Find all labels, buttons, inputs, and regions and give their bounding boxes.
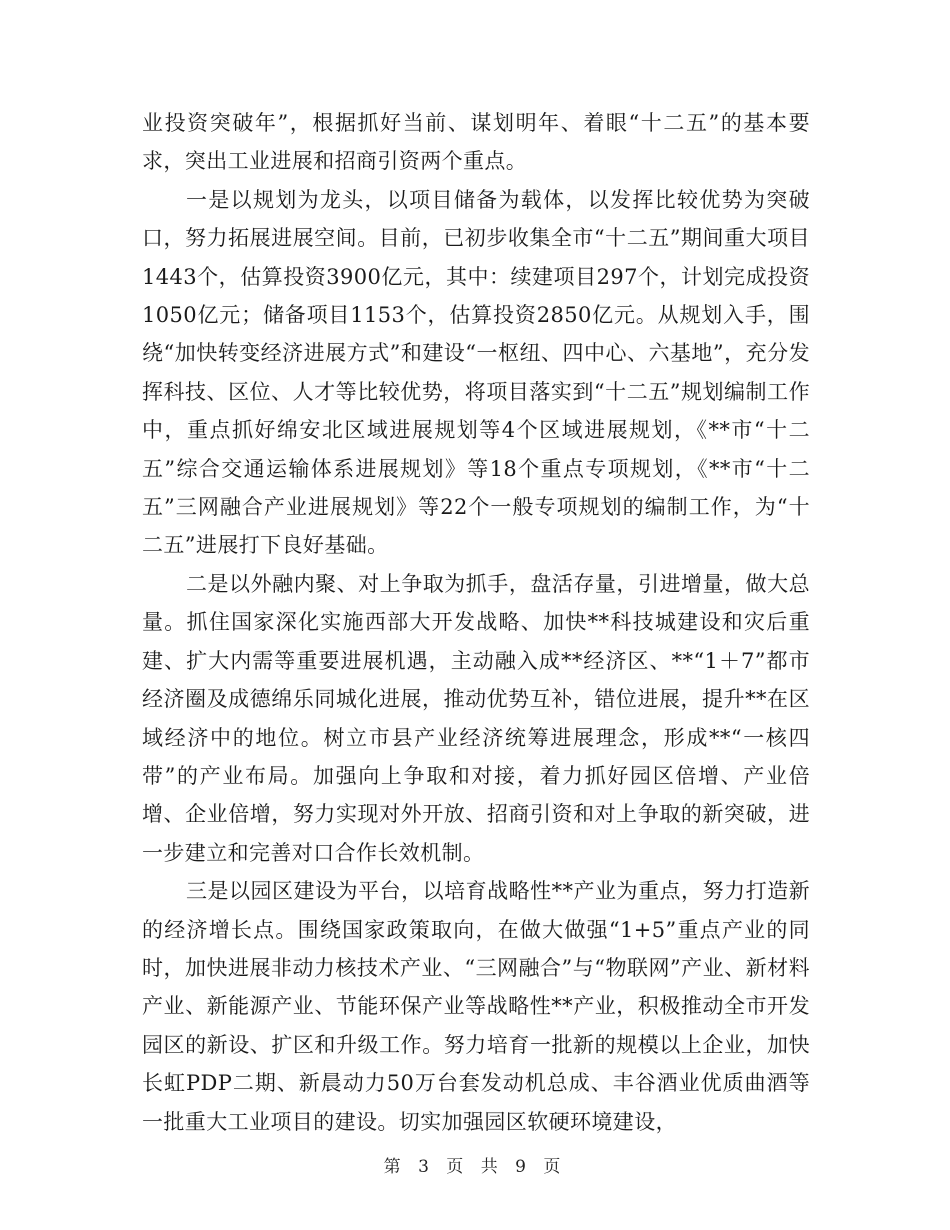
body-text [142, 104, 810, 1141]
paragraph-point-one: 一是以规划为龙头，以项目储备为载体，以发挥比较优势为突破口，努力拓展进展空间。目前，已初步收集全市“十二五”期间重大项目1443个，估算投资3900亿元，其中：续建项目297个，计划完成投资1050亿元；储备项目1153个，估算投资2850亿元。从规划入手，围绕“加快转变经济进展方式”和建设“一枢纽、四中心、六基地”，充分发挥科技、区位、人才等比较优势，将项目落实到“十二五”规划编制工作中，重点抓好绵安北区域进展规划等4个区域进展规划，《**市“十二五”综合交通运输体系进展规划》等18个重点专项规划，《**市“十二五”三网融合产业进展规划》等22个一般专项规划的编制工作，为“十二五”进展打下良好基础。 [142, 187, 811, 558]
page-number-footer: 第 3 页 共 9 页 [383, 1157, 567, 1177]
paragraph-point-two: 二是以外融内聚、对上争取为抓手，盘活存量，引进增量，做大总量。抓住国家深化实施西部大开发战略、加快**科技城建设和灾后重建、扩大内需等重要进展机遇，主动融入成**经济区、**“1＋7”都市经济圈及成德绵乐同城化进展，推动优势互补，错位进展，提升**在区域经济中的地位。树立市县产业经济统筹进展理念，形成**“一核四带”的产业布局。加强向上争取和对接，着力抓好园区倍增、产业倍增、企业倍增，努力实现对外开放、招商引资和对上争取的新突破，进一步建立和完善对口合作长效机制。 [142, 571, 810, 865]
paragraph-point-three: 三是以园区建设为平台，以培育战略性**产业为重点，努力打造新的经济增长点。围绕国家政策取向，在做大做强“1+5”重点产业的同时，加快进展非动力核技术产业、“三网融合”与“物联网”产业、新材料产业、新能源产业、节能环保产业等战略性**产业，积极推动全市开发园区的新设、扩区和升级工作。努力培育一批新的规模以上企业，加快长虹PDP二期、新晨动力50万台套发动机总成、丰谷酒业优质曲酒等一批重大工业项目的建设。切实加强园区软硬环境建设， [142, 879, 810, 1134]
paragraph-continuation: 业投资突破年”，根据抓好当前、谋划明年、着眼“十二五”的基本要求，突出工业进展和招商引资两个重点。 [142, 111, 810, 174]
